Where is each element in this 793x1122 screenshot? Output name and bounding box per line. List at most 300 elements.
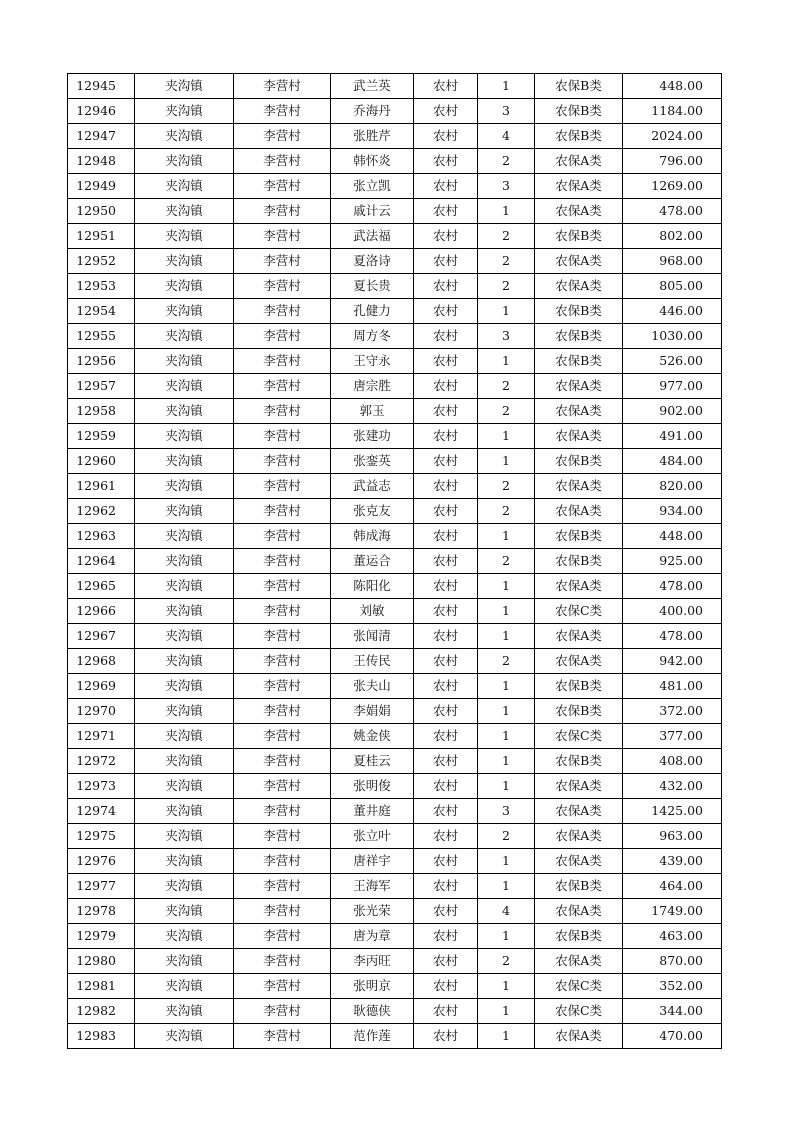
household-count-cell: 2 xyxy=(478,249,535,274)
town-cell: 夹沟镇 xyxy=(135,74,234,99)
household-count-cell: 1 xyxy=(478,774,535,799)
area-type-cell: 农村 xyxy=(414,224,478,249)
town-cell: 夹沟镇 xyxy=(135,474,234,499)
record-id-cell: 12981 xyxy=(68,974,135,999)
area-type-cell: 农村 xyxy=(414,924,478,949)
record-id-cell: 12955 xyxy=(68,324,135,349)
insurance-type-cell: 农保A类 xyxy=(535,574,623,599)
name-cell: 郭玉 xyxy=(331,399,414,424)
table-row xyxy=(68,974,722,999)
village-cell: 李营村 xyxy=(234,974,331,999)
area-type-cell: 农村 xyxy=(414,524,478,549)
village-cell: 李营村 xyxy=(234,749,331,774)
village-cell: 李营村 xyxy=(234,374,331,399)
insurance-type-cell: 农保B类 xyxy=(535,324,623,349)
record-id-cell: 12958 xyxy=(68,399,135,424)
village-cell: 李营村 xyxy=(234,99,331,124)
area-type-cell: 农村 xyxy=(414,849,478,874)
area-type-cell: 农村 xyxy=(414,824,478,849)
village-cell: 李营村 xyxy=(234,1024,331,1049)
village-cell: 李营村 xyxy=(234,149,331,174)
insurance-type-cell: 农保A类 xyxy=(535,774,623,799)
household-count-cell: 1 xyxy=(478,299,535,324)
name-cell: 唐祥宇 xyxy=(331,849,414,874)
village-cell: 李营村 xyxy=(234,474,331,499)
amount-cell: 484.00 xyxy=(623,449,722,474)
household-count-cell: 3 xyxy=(478,324,535,349)
household-count-cell: 1 xyxy=(478,924,535,949)
record-id-cell: 12957 xyxy=(68,374,135,399)
amount-cell: 408.00 xyxy=(623,749,722,774)
household-count-cell: 3 xyxy=(478,799,535,824)
area-type-cell: 农村 xyxy=(414,899,478,924)
record-id-cell: 12953 xyxy=(68,274,135,299)
area-type-cell: 农村 xyxy=(414,249,478,274)
insurance-type-cell: 农保B类 xyxy=(535,699,623,724)
insurance-type-cell: 农保A类 xyxy=(535,624,623,649)
table-row xyxy=(68,574,722,599)
amount-cell: 463.00 xyxy=(623,924,722,949)
village-cell: 李营村 xyxy=(234,74,331,99)
town-cell: 夹沟镇 xyxy=(135,299,234,324)
record-id-cell: 12951 xyxy=(68,224,135,249)
village-cell: 李营村 xyxy=(234,774,331,799)
area-type-cell: 农村 xyxy=(414,424,478,449)
name-cell: 张明京 xyxy=(331,974,414,999)
amount-cell: 439.00 xyxy=(623,849,722,874)
area-type-cell: 农村 xyxy=(414,449,478,474)
insurance-type-cell: 农保A类 xyxy=(535,849,623,874)
amount-cell: 478.00 xyxy=(623,199,722,224)
record-id-cell: 12975 xyxy=(68,824,135,849)
insurance-type-cell: 农保A类 xyxy=(535,249,623,274)
area-type-cell: 农村 xyxy=(414,649,478,674)
table-row xyxy=(68,399,722,424)
town-cell: 夹沟镇 xyxy=(135,674,234,699)
village-cell: 李营村 xyxy=(234,874,331,899)
village-cell: 李营村 xyxy=(234,324,331,349)
name-cell: 张明俊 xyxy=(331,774,414,799)
village-cell: 李营村 xyxy=(234,174,331,199)
area-type-cell: 农村 xyxy=(414,74,478,99)
village-cell: 李营村 xyxy=(234,299,331,324)
household-count-cell: 1 xyxy=(478,874,535,899)
household-count-cell: 1 xyxy=(478,849,535,874)
town-cell: 夹沟镇 xyxy=(135,599,234,624)
household-count-cell: 1 xyxy=(478,974,535,999)
town-cell: 夹沟镇 xyxy=(135,799,234,824)
town-cell: 夹沟镇 xyxy=(135,999,234,1024)
household-count-cell: 4 xyxy=(478,899,535,924)
record-id-cell: 12983 xyxy=(68,1024,135,1049)
town-cell: 夹沟镇 xyxy=(135,99,234,124)
household-count-cell: 2 xyxy=(478,499,535,524)
village-cell: 李营村 xyxy=(234,524,331,549)
town-cell: 夹沟镇 xyxy=(135,849,234,874)
table-body xyxy=(68,74,722,1049)
area-type-cell: 农村 xyxy=(414,599,478,624)
amount-cell: 820.00 xyxy=(623,474,722,499)
area-type-cell: 农村 xyxy=(414,699,478,724)
name-cell: 张銮英 xyxy=(331,449,414,474)
area-type-cell: 农村 xyxy=(414,574,478,599)
village-cell: 李营村 xyxy=(234,574,331,599)
household-count-cell: 2 xyxy=(478,549,535,574)
household-count-cell: 1 xyxy=(478,749,535,774)
insurance-type-cell: 农保A类 xyxy=(535,824,623,849)
amount-cell: 400.00 xyxy=(623,599,722,624)
area-type-cell: 农村 xyxy=(414,774,478,799)
town-cell: 夹沟镇 xyxy=(135,974,234,999)
name-cell: 王守永 xyxy=(331,349,414,374)
name-cell: 孔健力 xyxy=(331,299,414,324)
household-count-cell: 1 xyxy=(478,424,535,449)
name-cell: 唐为章 xyxy=(331,924,414,949)
name-cell: 张闻清 xyxy=(331,624,414,649)
name-cell: 乔海丹 xyxy=(331,99,414,124)
table-row xyxy=(68,649,722,674)
insurance-type-cell: 农保A类 xyxy=(535,374,623,399)
insurance-type-cell: 农保B类 xyxy=(535,749,623,774)
amount-cell: 963.00 xyxy=(623,824,722,849)
record-id-cell: 12959 xyxy=(68,424,135,449)
household-count-cell: 2 xyxy=(478,149,535,174)
amount-cell: 1184.00 xyxy=(623,99,722,124)
insurance-type-cell: 农保B类 xyxy=(535,874,623,899)
town-cell: 夹沟镇 xyxy=(135,724,234,749)
amount-cell: 1749.00 xyxy=(623,899,722,924)
table-row xyxy=(68,749,722,774)
table-row xyxy=(68,124,722,149)
name-cell: 夏长贵 xyxy=(331,274,414,299)
amount-cell: 2024.00 xyxy=(623,124,722,149)
table-row xyxy=(68,824,722,849)
table-row xyxy=(68,499,722,524)
household-count-cell: 1 xyxy=(478,674,535,699)
benefits-table xyxy=(67,73,722,1049)
name-cell: 周方冬 xyxy=(331,324,414,349)
amount-cell: 448.00 xyxy=(623,524,722,549)
household-count-cell: 2 xyxy=(478,374,535,399)
record-id-cell: 12982 xyxy=(68,999,135,1024)
record-id-cell: 12969 xyxy=(68,674,135,699)
record-id-cell: 12954 xyxy=(68,299,135,324)
household-count-cell: 2 xyxy=(478,474,535,499)
household-count-cell: 2 xyxy=(478,399,535,424)
village-cell: 李营村 xyxy=(234,399,331,424)
name-cell: 董井庭 xyxy=(331,799,414,824)
area-type-cell: 农村 xyxy=(414,874,478,899)
household-count-cell: 3 xyxy=(478,99,535,124)
name-cell: 夏洛诗 xyxy=(331,249,414,274)
village-cell: 李营村 xyxy=(234,224,331,249)
insurance-type-cell: 农保B类 xyxy=(535,224,623,249)
village-cell: 李营村 xyxy=(234,699,331,724)
town-cell: 夹沟镇 xyxy=(135,649,234,674)
amount-cell: 942.00 xyxy=(623,649,722,674)
name-cell: 张夫山 xyxy=(331,674,414,699)
area-type-cell: 农村 xyxy=(414,149,478,174)
area-type-cell: 农村 xyxy=(414,124,478,149)
insurance-type-cell: 农保B类 xyxy=(535,349,623,374)
insurance-type-cell: 农保C类 xyxy=(535,999,623,1024)
town-cell: 夹沟镇 xyxy=(135,749,234,774)
amount-cell: 470.00 xyxy=(623,1024,722,1049)
name-cell: 李丙旺 xyxy=(331,949,414,974)
town-cell: 夹沟镇 xyxy=(135,199,234,224)
record-id-cell: 12950 xyxy=(68,199,135,224)
household-count-cell: 2 xyxy=(478,824,535,849)
town-cell: 夹沟镇 xyxy=(135,449,234,474)
village-cell: 李营村 xyxy=(234,599,331,624)
insurance-type-cell: 农保A类 xyxy=(535,399,623,424)
insurance-type-cell: 农保A类 xyxy=(535,649,623,674)
table-row xyxy=(68,74,722,99)
village-cell: 李营村 xyxy=(234,924,331,949)
village-cell: 李营村 xyxy=(234,424,331,449)
household-count-cell: 1 xyxy=(478,349,535,374)
town-cell: 夹沟镇 xyxy=(135,699,234,724)
village-cell: 李营村 xyxy=(234,624,331,649)
table-row xyxy=(68,949,722,974)
amount-cell: 448.00 xyxy=(623,74,722,99)
record-id-cell: 12978 xyxy=(68,899,135,924)
household-count-cell: 2 xyxy=(478,949,535,974)
amount-cell: 968.00 xyxy=(623,249,722,274)
table-row xyxy=(68,899,722,924)
insurance-type-cell: 农保A类 xyxy=(535,274,623,299)
insurance-type-cell: 农保B类 xyxy=(535,524,623,549)
village-cell: 李营村 xyxy=(234,949,331,974)
insurance-type-cell: 农保A类 xyxy=(535,474,623,499)
town-cell: 夹沟镇 xyxy=(135,549,234,574)
record-id-cell: 12963 xyxy=(68,524,135,549)
table-row xyxy=(68,249,722,274)
insurance-type-cell: 农保A类 xyxy=(535,799,623,824)
name-cell: 姚金侠 xyxy=(331,724,414,749)
record-id-cell: 12965 xyxy=(68,574,135,599)
table-row xyxy=(68,424,722,449)
household-count-cell: 1 xyxy=(478,999,535,1024)
town-cell: 夹沟镇 xyxy=(135,949,234,974)
record-id-cell: 12974 xyxy=(68,799,135,824)
town-cell: 夹沟镇 xyxy=(135,924,234,949)
town-cell: 夹沟镇 xyxy=(135,124,234,149)
record-id-cell: 12968 xyxy=(68,649,135,674)
insurance-type-cell: 农保A类 xyxy=(535,899,623,924)
table-row xyxy=(68,149,722,174)
village-cell: 李营村 xyxy=(234,899,331,924)
area-type-cell: 农村 xyxy=(414,624,478,649)
name-cell: 张光荣 xyxy=(331,899,414,924)
insurance-type-cell: 农保C类 xyxy=(535,974,623,999)
town-cell: 夹沟镇 xyxy=(135,374,234,399)
area-type-cell: 农村 xyxy=(414,349,478,374)
amount-cell: 432.00 xyxy=(623,774,722,799)
record-id-cell: 12972 xyxy=(68,749,135,774)
table-row xyxy=(68,374,722,399)
record-id-cell: 12976 xyxy=(68,849,135,874)
area-type-cell: 农村 xyxy=(414,99,478,124)
household-count-cell: 4 xyxy=(478,124,535,149)
table-row xyxy=(68,349,722,374)
household-count-cell: 1 xyxy=(478,524,535,549)
table-row xyxy=(68,174,722,199)
insurance-type-cell: 农保B类 xyxy=(535,674,623,699)
village-cell: 李营村 xyxy=(234,124,331,149)
record-id-cell: 12971 xyxy=(68,724,135,749)
town-cell: 夹沟镇 xyxy=(135,399,234,424)
record-id-cell: 12956 xyxy=(68,349,135,374)
amount-cell: 802.00 xyxy=(623,224,722,249)
insurance-type-cell: 农保C类 xyxy=(535,724,623,749)
area-type-cell: 农村 xyxy=(414,799,478,824)
record-id-cell: 12967 xyxy=(68,624,135,649)
household-count-cell: 1 xyxy=(478,574,535,599)
name-cell: 夏桂云 xyxy=(331,749,414,774)
town-cell: 夹沟镇 xyxy=(135,824,234,849)
name-cell: 张立凯 xyxy=(331,174,414,199)
town-cell: 夹沟镇 xyxy=(135,499,234,524)
area-type-cell: 农村 xyxy=(414,274,478,299)
town-cell: 夹沟镇 xyxy=(135,774,234,799)
table-row xyxy=(68,224,722,249)
record-id-cell: 12970 xyxy=(68,699,135,724)
record-id-cell: 12946 xyxy=(68,99,135,124)
table-row xyxy=(68,99,722,124)
town-cell: 夹沟镇 xyxy=(135,574,234,599)
insurance-type-cell: 农保B类 xyxy=(535,549,623,574)
area-type-cell: 农村 xyxy=(414,724,478,749)
name-cell: 唐宗胜 xyxy=(331,374,414,399)
amount-cell: 464.00 xyxy=(623,874,722,899)
village-cell: 李营村 xyxy=(234,799,331,824)
record-id-cell: 12960 xyxy=(68,449,135,474)
household-count-cell: 1 xyxy=(478,699,535,724)
insurance-type-cell: 农保A类 xyxy=(535,424,623,449)
village-cell: 李营村 xyxy=(234,274,331,299)
amount-cell: 902.00 xyxy=(623,399,722,424)
table-row xyxy=(68,524,722,549)
town-cell: 夹沟镇 xyxy=(135,149,234,174)
town-cell: 夹沟镇 xyxy=(135,424,234,449)
area-type-cell: 农村 xyxy=(414,174,478,199)
town-cell: 夹沟镇 xyxy=(135,174,234,199)
amount-cell: 446.00 xyxy=(623,299,722,324)
area-type-cell: 农村 xyxy=(414,324,478,349)
town-cell: 夹沟镇 xyxy=(135,874,234,899)
name-cell: 张胜芹 xyxy=(331,124,414,149)
amount-cell: 481.00 xyxy=(623,674,722,699)
name-cell: 王海军 xyxy=(331,874,414,899)
area-type-cell: 农村 xyxy=(414,199,478,224)
record-id-cell: 12948 xyxy=(68,149,135,174)
name-cell: 耿德侠 xyxy=(331,999,414,1024)
table-row xyxy=(68,674,722,699)
area-type-cell: 农村 xyxy=(414,1024,478,1049)
town-cell: 夹沟镇 xyxy=(135,624,234,649)
town-cell: 夹沟镇 xyxy=(135,249,234,274)
table-row xyxy=(68,999,722,1024)
amount-cell: 805.00 xyxy=(623,274,722,299)
amount-cell: 796.00 xyxy=(623,149,722,174)
table-row xyxy=(68,324,722,349)
insurance-type-cell: 农保A类 xyxy=(535,199,623,224)
table-row xyxy=(68,924,722,949)
name-cell: 范作莲 xyxy=(331,1024,414,1049)
village-cell: 李营村 xyxy=(234,649,331,674)
insurance-type-cell: 农保A类 xyxy=(535,174,623,199)
village-cell: 李营村 xyxy=(234,349,331,374)
table-row xyxy=(68,724,722,749)
name-cell: 张克友 xyxy=(331,499,414,524)
name-cell: 张立叶 xyxy=(331,824,414,849)
insurance-type-cell: 农保C类 xyxy=(535,599,623,624)
table-row xyxy=(68,849,722,874)
record-id-cell: 12961 xyxy=(68,474,135,499)
area-type-cell: 农村 xyxy=(414,474,478,499)
table-row xyxy=(68,449,722,474)
amount-cell: 934.00 xyxy=(623,499,722,524)
village-cell: 李营村 xyxy=(234,999,331,1024)
table-row xyxy=(68,874,722,899)
insurance-type-cell: 农保B类 xyxy=(535,449,623,474)
name-cell: 武法福 xyxy=(331,224,414,249)
area-type-cell: 农村 xyxy=(414,674,478,699)
table-row xyxy=(68,474,722,499)
area-type-cell: 农村 xyxy=(414,499,478,524)
name-cell: 韩怀炎 xyxy=(331,149,414,174)
name-cell: 张建功 xyxy=(331,424,414,449)
area-type-cell: 农村 xyxy=(414,749,478,774)
table-row xyxy=(68,199,722,224)
town-cell: 夹沟镇 xyxy=(135,224,234,249)
area-type-cell: 农村 xyxy=(414,374,478,399)
insurance-type-cell: 农保A类 xyxy=(535,499,623,524)
town-cell: 夹沟镇 xyxy=(135,324,234,349)
record-id-cell: 12947 xyxy=(68,124,135,149)
name-cell: 武益志 xyxy=(331,474,414,499)
table-row xyxy=(68,1024,722,1049)
table-row xyxy=(68,624,722,649)
insurance-type-cell: 农保B类 xyxy=(535,124,623,149)
town-cell: 夹沟镇 xyxy=(135,349,234,374)
household-count-cell: 1 xyxy=(478,74,535,99)
table-row xyxy=(68,599,722,624)
insurance-type-cell: 农保A类 xyxy=(535,949,623,974)
village-cell: 李营村 xyxy=(234,549,331,574)
household-count-cell: 2 xyxy=(478,274,535,299)
amount-cell: 344.00 xyxy=(623,999,722,1024)
name-cell: 刘敏 xyxy=(331,599,414,624)
table-row xyxy=(68,549,722,574)
table-row xyxy=(68,699,722,724)
area-type-cell: 农村 xyxy=(414,974,478,999)
area-type-cell: 农村 xyxy=(414,999,478,1024)
record-id-cell: 12973 xyxy=(68,774,135,799)
amount-cell: 870.00 xyxy=(623,949,722,974)
amount-cell: 1425.00 xyxy=(623,799,722,824)
record-id-cell: 12945 xyxy=(68,74,135,99)
village-cell: 李营村 xyxy=(234,824,331,849)
village-cell: 李营村 xyxy=(234,199,331,224)
household-count-cell: 2 xyxy=(478,649,535,674)
insurance-type-cell: 农保A类 xyxy=(535,1024,623,1049)
amount-cell: 526.00 xyxy=(623,349,722,374)
table-row xyxy=(68,274,722,299)
village-cell: 李营村 xyxy=(234,499,331,524)
village-cell: 李营村 xyxy=(234,674,331,699)
